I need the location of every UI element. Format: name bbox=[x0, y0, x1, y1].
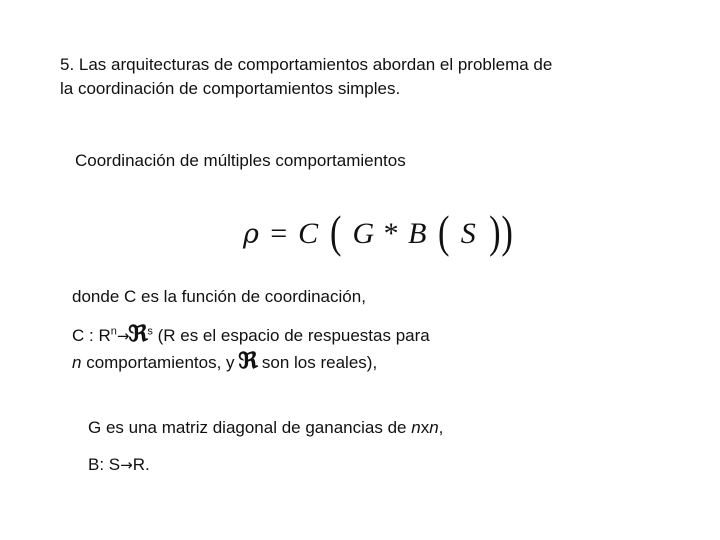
point5-line2: la coordinación de comportamientos simples. bbox=[60, 79, 401, 98]
mapping-sup-s: s bbox=[147, 325, 153, 338]
formula-b: B bbox=[408, 217, 428, 250]
coordination-formula bbox=[243, 206, 518, 257]
arrow-icon: → bbox=[116, 327, 130, 345]
formula-left-paren-outer: ( bbox=[329, 206, 342, 257]
real-numbers-symbol: ℜ bbox=[128, 321, 149, 347]
formula-star: * bbox=[383, 217, 409, 250]
b-line-start: B: S bbox=[88, 455, 121, 474]
real-numbers-symbol-2: ℜ bbox=[238, 348, 259, 374]
g-line-end: , bbox=[438, 418, 444, 437]
n-behaviours-line bbox=[72, 349, 377, 375]
mapping-sup-n: n bbox=[110, 325, 117, 338]
rho-symbol: ρ bbox=[243, 219, 260, 250]
mapping-start: C : R bbox=[72, 326, 111, 345]
donde-line: donde C es la función de coordinación, bbox=[72, 287, 366, 306]
point5-line1: 5. Las arquitecturas de comportamientos abordan el problema de bbox=[60, 55, 553, 74]
g-line-n2: n bbox=[429, 418, 439, 437]
mapping-line bbox=[72, 322, 430, 348]
formula-equals-c: = C bbox=[268, 217, 320, 250]
mapping-rest: (R es el espacio de respuestas para bbox=[152, 326, 430, 345]
formula-g: G bbox=[352, 217, 376, 250]
formula-right-parens: )) bbox=[489, 206, 514, 257]
n-line-end: son los reales), bbox=[257, 353, 378, 372]
g-line-n1: n bbox=[411, 418, 421, 437]
b-line-end: R. bbox=[132, 455, 150, 474]
section-subtitle: Coordinación de múltiples comportamientos bbox=[75, 151, 406, 170]
g-line-x: x bbox=[420, 418, 430, 437]
g-line-start: G es una matriz diagonal de ganancias de bbox=[88, 418, 412, 437]
b-mapping-line bbox=[88, 453, 150, 477]
arrow-icon-2: → bbox=[120, 456, 133, 474]
gain-matrix-line bbox=[88, 416, 443, 440]
formula-left-paren-inner: ( bbox=[438, 206, 451, 257]
formula-s: S bbox=[460, 217, 477, 250]
n-line-mid: comportamientos, y bbox=[81, 353, 240, 372]
n-italic: n bbox=[72, 353, 82, 372]
